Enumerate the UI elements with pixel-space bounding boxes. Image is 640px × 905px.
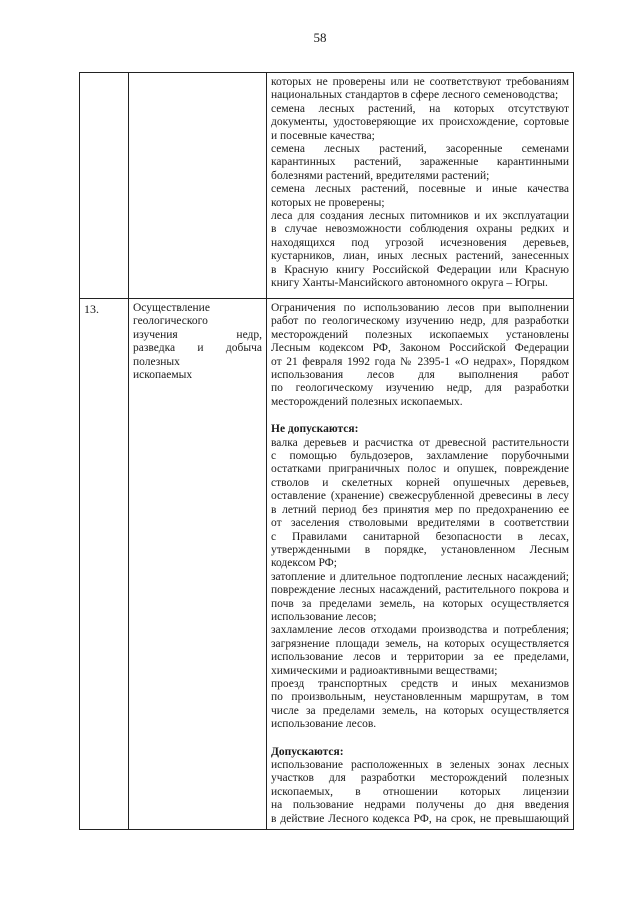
allowed-line: в действие Лесного кодекса РФ, на срок, не превышающий bbox=[271, 812, 569, 825]
table-row bbox=[80, 299, 574, 830]
requirements-cell bbox=[267, 73, 574, 299]
intro-line: по геологическому изучению недр, для разработки bbox=[271, 382, 569, 395]
text-line: которых не проверены или не соответствуют требованиям bbox=[271, 76, 569, 88]
text-line: леса для создания лесных питомников и их эксплуатации bbox=[271, 210, 569, 223]
text-line: болезнями растений, вредителями растений; bbox=[271, 169, 490, 182]
row-number-cell: 13. bbox=[80, 299, 129, 830]
prohibited-line: использование лесов. bbox=[271, 718, 377, 731]
prohibited-line: числе за пределами земель, на которых осуществляется bbox=[271, 704, 569, 717]
intro-line: от 21 февраля 1992 года № 2395-1 «О недрах», Порядком bbox=[271, 355, 569, 368]
allowed-line: ископаемых, в отношении которых лицензии bbox=[271, 785, 569, 798]
activity-name-line: геологического bbox=[133, 315, 208, 328]
prohibited-line: использование лесов и территории за ее пределами, bbox=[271, 651, 569, 664]
text-line: кустарников, лиан, иных лесных растений, занесенных bbox=[271, 250, 569, 263]
prohibited-line: с помощью бульдозеров, захламление порубочными bbox=[271, 450, 569, 463]
text-line: семена лесных растений, засоренные семенами bbox=[271, 143, 569, 156]
allowed-line: участков для разработки месторождений полезных bbox=[271, 772, 569, 785]
prohibited-line: проезд транспортных средств и иных механизмов bbox=[271, 677, 569, 690]
document-table bbox=[79, 72, 574, 830]
prohibited-line: кодексом РФ; bbox=[271, 557, 337, 570]
prohibited-heading: Не допускаются: bbox=[271, 423, 359, 436]
page-number: 58 bbox=[313, 30, 327, 45]
allowed-heading: Допускаются: bbox=[271, 745, 344, 758]
intro-line: Лесным кодексом РФ, Законом Российской Федерации bbox=[271, 342, 569, 355]
prohibited-line: остатками приграничных полос и опушек, повреждение bbox=[271, 463, 569, 476]
text-line: семена лесных растений, на которых отсутствуют bbox=[271, 102, 569, 115]
intro-line: месторождений полезных ископаемых. bbox=[271, 395, 463, 408]
prohibited-line: затопление и длительное подтопление лесных насаждений; bbox=[271, 570, 569, 583]
activity-name-cell bbox=[129, 73, 267, 299]
activity-name-line: Осуществление bbox=[133, 302, 210, 314]
activity-name-cell bbox=[129, 299, 267, 830]
prohibited-line: с Правилами санитарной безопасности в лесах, bbox=[271, 530, 569, 543]
intro-line: использования лесов для выполнения работ bbox=[271, 369, 569, 382]
prohibited-line: загрязнение площади земель, на которых осуществляется bbox=[271, 637, 569, 650]
activity-name-line: изучения недр, bbox=[133, 328, 262, 341]
activity-name-line: полезных bbox=[133, 355, 180, 368]
text-line: в Красную книгу Российской Федерации или Красную bbox=[271, 263, 569, 276]
text-line: находящихся под угрозой исчезновения деревьев, bbox=[271, 236, 569, 249]
intro-line: Ограничения по использованию лесов при выполнении bbox=[271, 302, 569, 314]
row-number-cell bbox=[80, 73, 129, 299]
intro-line: месторождений полезных ископаемых установлены bbox=[271, 328, 569, 341]
text-line: в случае невозможности соблюдения охраны редких и bbox=[271, 223, 569, 236]
requirements-cell bbox=[267, 299, 574, 830]
prohibited-line: повреждение лесных насаждений, растительного покрова и bbox=[271, 584, 569, 597]
prohibited-line: захламление лесов отходами производства и потребления; bbox=[271, 624, 569, 637]
text-line: семена лесных растений, посевные и иные качества bbox=[271, 183, 569, 196]
text-line: книгу Ханты-Мансийского автономного округа – Югры. bbox=[271, 277, 548, 290]
text-line: документы, удостоверяющие их происхождение, сортовые bbox=[271, 116, 569, 129]
text-line: и посевные качества; bbox=[271, 129, 375, 142]
allowed-line: на пользование недрами получены до дня введения bbox=[271, 799, 569, 812]
prohibited-line: использование лесов; bbox=[271, 610, 377, 623]
prohibited-line: в летний период без принятия мер по предохранению ее bbox=[271, 503, 569, 516]
table-row bbox=[80, 73, 574, 299]
prohibited-line: почв за пределами земель, на которых осуществляется bbox=[271, 597, 569, 610]
prohibited-line: валка деревьев и расчистка от древесной растительности bbox=[271, 436, 569, 449]
allowed-line: использование расположенных в зеленых зонах лесных bbox=[271, 759, 569, 771]
activity-name-line: ископаемых bbox=[133, 369, 193, 382]
text-line: национальных стандартов в сфере лесного семеноводства; bbox=[271, 89, 559, 102]
prohibited-line: химическими и радиоактивными веществами; bbox=[271, 664, 498, 677]
prohibited-line: оставление (хранение) свежесрубленной древесины в лесу bbox=[271, 490, 569, 503]
intro-line: работ по геологическому изучению недр, для разработки bbox=[271, 315, 569, 328]
prohibited-line: утвержденными в порядке, установленном Лесным bbox=[271, 543, 569, 556]
text-line: которых не проверены; bbox=[271, 196, 385, 209]
prohibited-line: по произвольным, неустановленным маршрутам, в том bbox=[271, 691, 569, 704]
activity-name-line: разведка и добыча bbox=[133, 342, 262, 355]
prohibited-line: от заселения стволовыми вредителями в соответствии bbox=[271, 517, 569, 530]
text-line: карантинных растений, зараженные карантинными bbox=[271, 156, 569, 169]
prohibited-line: стволов и скелетных корней опушечных деревьев, bbox=[271, 476, 569, 489]
